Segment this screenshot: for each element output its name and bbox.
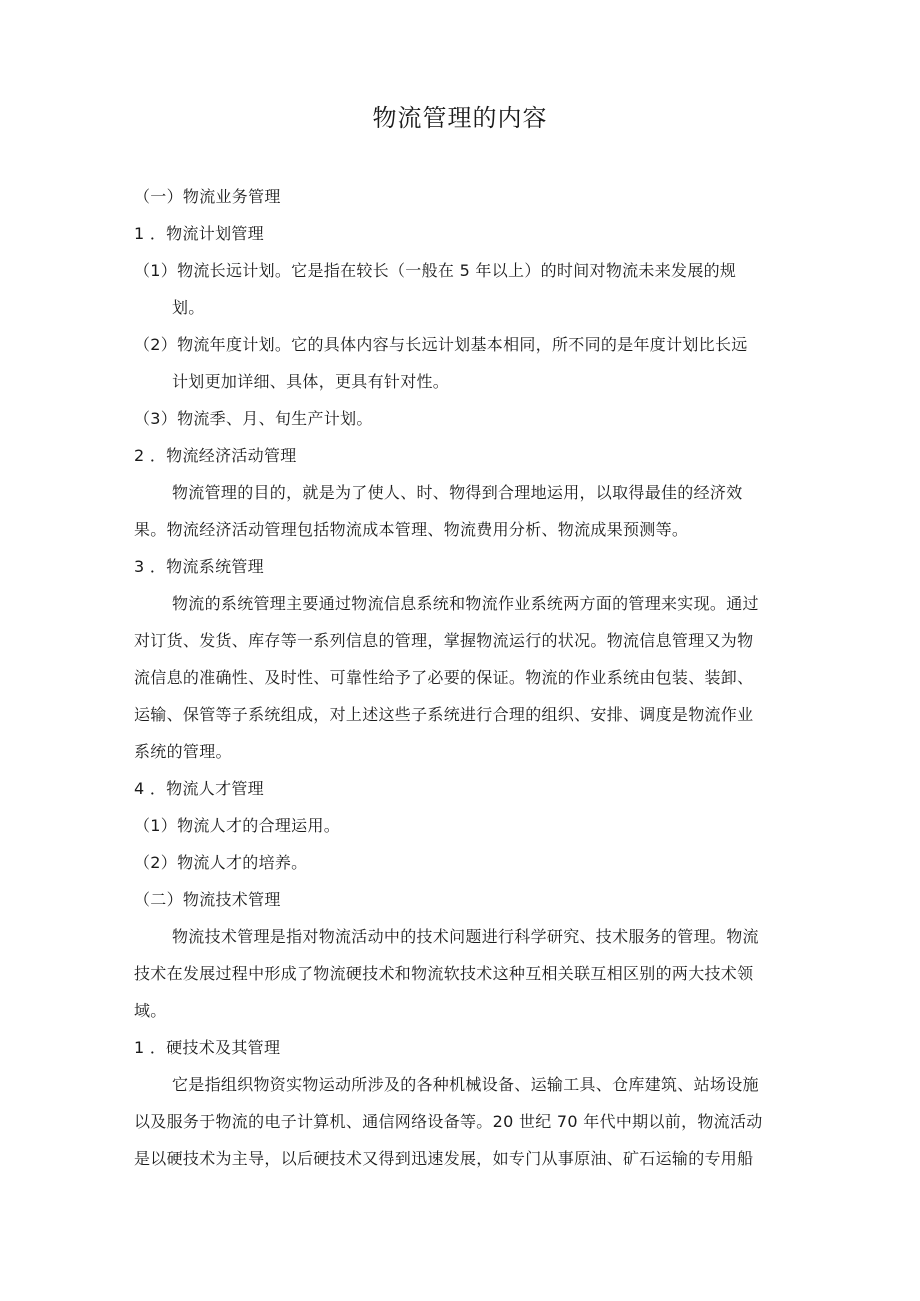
body-line: 物流技术管理是指对物流活动中的技术问题进行科学研究、技术服务的管理。物流	[172, 927, 759, 946]
body-line: 以及服务于物流的电子计算机、通信网络设备等。20 世纪 70 年代中期以前，物流活动	[134, 1112, 763, 1131]
body-line: 划。	[172, 298, 205, 317]
subheading-system-management: 3 ．物流系统管理	[134, 557, 264, 576]
body-line: 它是指组织物资实物运动所涉及的各种机械设备、运输工具、仓库建筑、站场设施	[172, 1075, 759, 1094]
section-heading-business: （一）物流业务管理	[134, 187, 281, 206]
document-body	[134, 178, 784, 1177]
subheading-hard-technology: 1 ．硬技术及其管理	[134, 1038, 281, 1057]
subheading-plan-management: 1 ．物流计划管理	[134, 224, 264, 243]
body-line: （2）物流人才的培养。	[134, 853, 308, 872]
document-title: 物流管理的内容	[372, 104, 548, 132]
body-line: 对订货、发货、库存等一系列信息的管理，掌握物流运行的状况。物流信息管理又为物	[134, 631, 754, 650]
body-line: 流信息的准确性、及时性、可靠性给予了必要的保证。物流的作业系统由包装、装卸、	[134, 668, 754, 687]
subheading-talent-management: 4 ．物流人才管理	[134, 779, 264, 798]
body-line: （1）物流人才的合理运用。	[134, 816, 341, 835]
body-line: 域。	[134, 1001, 167, 1020]
subheading-economic-management: 2 ．物流经济活动管理	[134, 446, 297, 465]
body-line: 系统的管理。	[134, 742, 232, 761]
body-line: （2）物流年度计划。它的具体内容与长远计划基本相同，所不同的是年度计划比长远	[134, 335, 748, 354]
body-line: （1）物流长远计划。它是指在较长（一般在 5 年以上）的时间对物流未来发展的规	[134, 261, 737, 280]
body-line: 运输、保管等子系统组成，对上述这些子系统进行合理的组织、安排、调度是物流作业	[134, 705, 754, 724]
body-line: 果。物流经济活动管理包括物流成本管理、物流费用分析、物流成果预测等。	[134, 520, 689, 539]
body-line: 技术在发展过程中形成了物流硬技术和物流软技术这种互相关联互相区别的两大技术领	[134, 964, 754, 983]
body-line: 是以硬技术为主导，以后硬技术又得到迅速发展，如专门从事原油、矿石运输的专用船	[134, 1149, 754, 1168]
body-line: 计划更加详细、具体，更具有针对性。	[172, 372, 450, 391]
body-line: （3）物流季、月、旬生产计划。	[134, 409, 373, 428]
body-line: 物流管理的目的，就是为了使人、时、物得到合理地运用，以取得最佳的经济效	[172, 483, 743, 502]
body-line: 物流的系统管理主要通过物流信息系统和物流作业系统两方面的管理来实现。通过	[172, 594, 759, 613]
section-heading-technology: （二）物流技术管理	[134, 890, 281, 909]
